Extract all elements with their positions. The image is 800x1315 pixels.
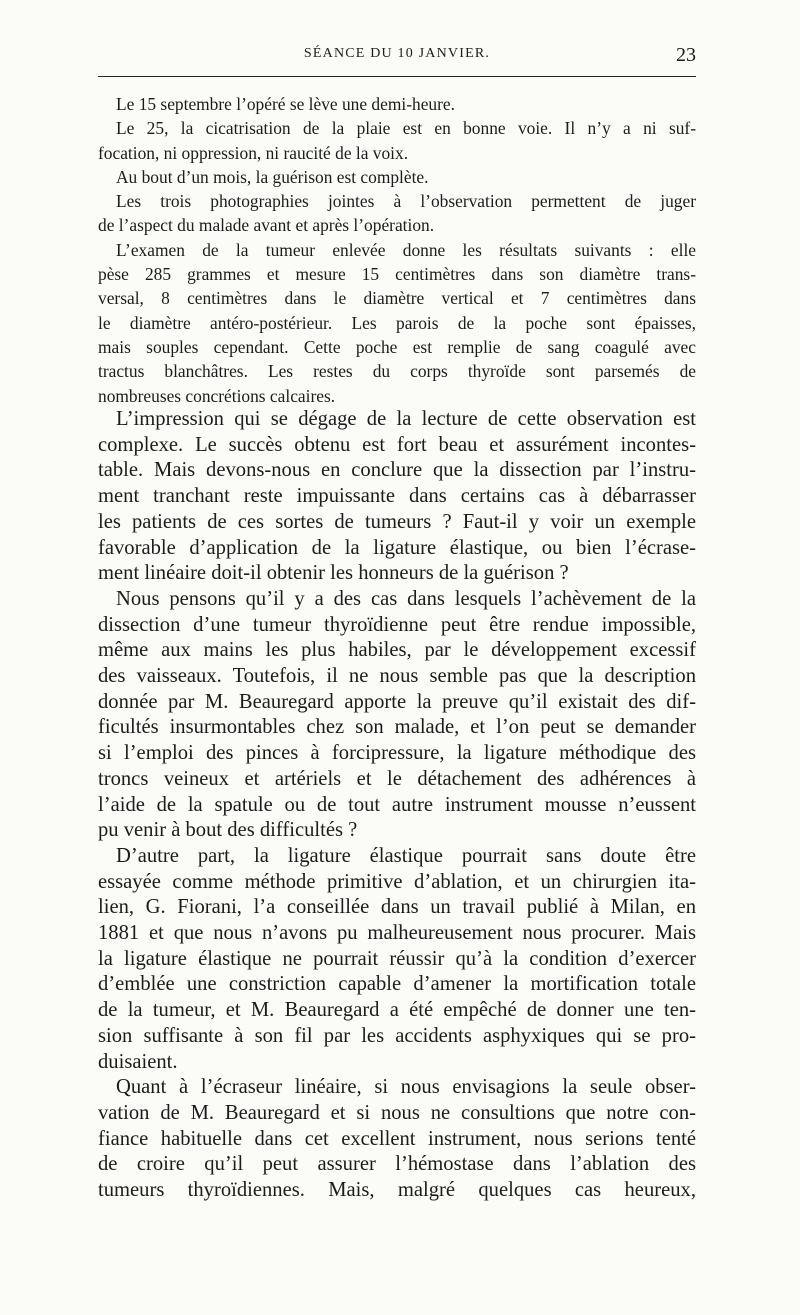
text-line: L’impression qui se dégage de la lecture de cette observation est <box>116 408 696 430</box>
text-line: de croire qu’il peut assurer l’hémostase dans l’ablation des <box>98 1153 696 1176</box>
text-line: ment tranchant reste impuissante dans certains cas à débarrasser <box>98 485 696 508</box>
text-line: l’aide de la spatule ou de tout autre instrument mousse n’eussent <box>98 793 696 816</box>
text-line: dissection d’une tumeur thyroïdienne peut être rendue impossible, <box>98 613 696 636</box>
text-line: tumeurs thyroïdiennes. Mais, malgré quelques cas heureux, <box>98 1179 696 1202</box>
text-line: lien, G. Fiorani, l’a conseillée dans un travail publié à Milan, en <box>98 896 696 919</box>
text-line: 1881 et que nous n’avons pu malheureusement nous procurer. Mais <box>98 922 696 945</box>
commentary-block <box>98 407 696 1204</box>
text-line: mais souples cependant. Cette poche est remplie de sang coagulé avec <box>98 336 696 357</box>
text-line: troncs veineux et artériels et le détachement des adhérences à <box>98 767 696 790</box>
header-rule <box>98 76 696 77</box>
text-line: Le 15 septembre l’opéré se lève une demi-heure. <box>116 94 455 114</box>
text-line: L’examen de la tumeur enlevée donne les résultats suivants : elle <box>116 239 696 260</box>
text-line: Au bout d’un mois, la guérison est complète. <box>116 166 429 187</box>
running-title: SÉANCE DU 10 JANVIER. <box>303 46 491 61</box>
text-line: pèse 285 grammes et mesure 15 centimètres dans son diamètre trans- <box>98 264 696 285</box>
page-header <box>98 44 696 70</box>
text-line: tractus blanchâtres. Les restes du corps thyroïde sont parsemés de <box>98 361 696 382</box>
text-line: Nous pensons qu’il y a des cas dans lesquels l’achèvement de la <box>116 587 696 610</box>
text-line: fiance habituelle dans cet excellent instrument, nous serions tenté <box>98 1127 696 1150</box>
text-line: des vaisseaux. Toutefois, il ne nous semble pas que la description <box>98 665 696 688</box>
text-line: Quant à l’écraseur linéaire, si nous envisagions la seule obser- <box>116 1076 696 1099</box>
text-line: favorable d’application de la ligature élastique, ou bien l’écrase- <box>98 536 696 559</box>
text-line: D’autre part, la ligature élastique pourrait sans doute être <box>116 844 696 867</box>
text-line: Le 25, la cicatrisation de la plaie est en bonne voie. Il n’y a ni suf- <box>116 118 696 139</box>
text-line: donnée par M. Beauregard apporte la preuve qu’il existait des dif- <box>98 690 696 713</box>
text-line: ment linéaire doit-il obtenir les honneurs de la guérison ? <box>98 562 569 585</box>
text-line: Les trois photographies jointes à l’observation permettent de juger <box>116 191 696 212</box>
text-line: essayée comme méthode primitive d’ablation, et un chirurgien ita- <box>98 870 696 893</box>
text-line: le diamètre antéro-postérieur. Les parois de la poche sont épaisses, <box>98 312 696 333</box>
text-line: versal, 8 centimètres dans le diamètre vertical et 7 centimètres dans <box>98 288 696 309</box>
text-line: duisaient. <box>98 1050 178 1073</box>
text-line: complexe. Le succès obtenu est fort beau et assurément incontes- <box>98 433 696 456</box>
text-line: pu venir à bout des difficultés ? <box>98 819 358 842</box>
text-line: table. Mais devons-nous en conclure que la dissection par l’instru- <box>98 459 696 482</box>
page-number: 23 <box>676 44 696 66</box>
text-line: sion suffisante à son fil par les accidents asphyxiques qui se pro- <box>98 1024 696 1047</box>
text-line: focation, ni oppression, ni raucité de la voix. <box>98 142 409 163</box>
text-line: ficultés insurmontables chez son malade, et l’on peut se demander <box>98 716 696 739</box>
text-line: de la tumeur, et M. Beauregard a été empêché de donner une ten- <box>98 999 696 1022</box>
case-report-block <box>98 92 696 408</box>
text-line: d’emblée une constriction capable d’amener la mortification totale <box>98 973 696 996</box>
text-line: nombreuses concrétions calcaires. <box>98 385 336 406</box>
text-line: les patients de ces sortes de tumeurs ? Faut-il y voir un exemple <box>98 510 696 533</box>
text-line: la ligature élastique ne pourrait réussir qu’à la condition d’exercer <box>98 947 696 970</box>
text-line: vation de M. Beauregard et si nous ne consultions que notre con- <box>98 1101 696 1124</box>
text-line: même aux mains les plus habiles, par le développement excessif <box>98 639 696 662</box>
text-line: si l’emploi des pinces à forcipressure, la ligature méthodique des <box>98 742 696 765</box>
text-line: de l’aspect du malade avant et après l’opération. <box>98 215 435 236</box>
